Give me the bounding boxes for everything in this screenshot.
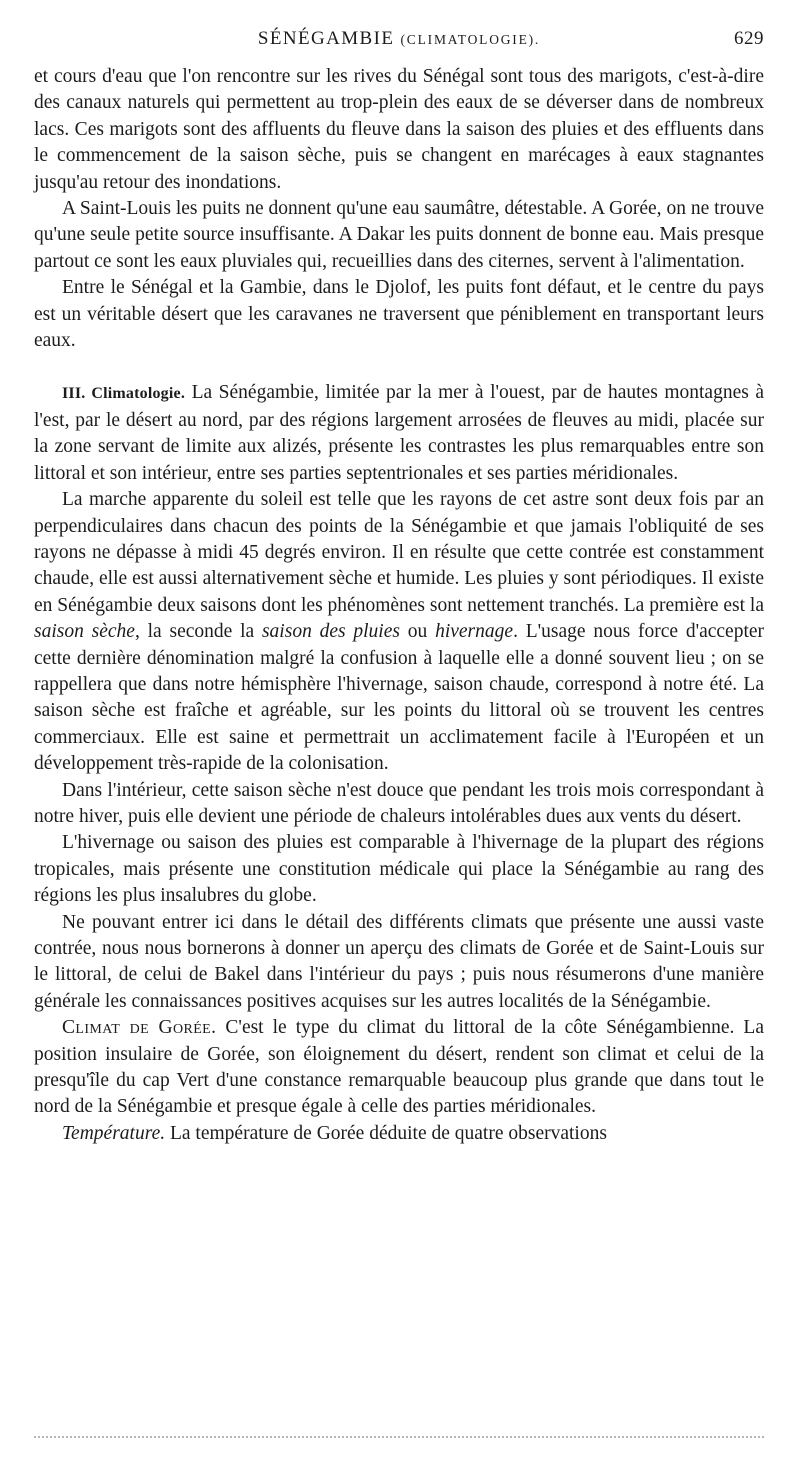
- saisons-text-before: La marche apparente du soleil est telle que les rayons de cet astre sont deux fois par an perpendiculaires dans chacun des points de la Sénégambie et que jamais l'obliquité de ses rayons ne dépasse à midi 45 degrés environ. Il en résulte que cette contrée est constamment chaude, elle est aussi alternativement sèche et humide. Les pluies y sont périodiques. Il existe en Sénégambie deux saisons dont les phénomènes sont nettement tranchés. La première est la: [34, 489, 764, 616]
- running-title-main: SÉNÉGAMBIE: [257, 28, 395, 49]
- paragraph-climat-goree: [34, 1015, 764, 1121]
- paragraph-hivernage: L'hivernage ou saison des pluies est comparable à l'hivernage de la plupart des régions tropicales, mais présente une constitution médicale qui place la Sénégambie au rang des régions les plus insalubres du globe.: [34, 832, 764, 907]
- paragraph-djolof: Entre le Sénégal et la Gambie, dans le Djolof, les puits font défaut, et le centre du pays est un véritable désert que les caravanes ne traversent que péniblement en transportant leurs eaux.: [34, 277, 764, 352]
- paragraph-temperature-text: La température de Gorée déduite de quatre observations: [169, 1122, 607, 1144]
- paragraph-climatologie: [34, 380, 764, 487]
- paragraph-interieur: Dans l'intérieur, cette saison sèche n'est douce que pendant les trois mois correspondant à notre hiver, puis elle devient une période de chaleurs intolérables dues aux vents du désert.: [34, 779, 764, 827]
- section-heading-climatologie: III. Climatologie.: [62, 385, 186, 403]
- running-header: [34, 28, 764, 58]
- running-title-sub: (CLIMATOLOGIE).: [400, 32, 541, 47]
- paragraph-climatologie-text: La Sénégambie, limitée par la mer à l'ouest, par de hautes montagnes à l'est, par le désert au nord, par des régions largement arrosées de fleuves au midi, placée sur la zone servant de limite aux alizés, présente les contrastes les plus remarquables entre son littoral et son intérieur, entre ses parties septentrionales et ses parties méridionales.: [34, 382, 764, 484]
- term-hivernage: hivernage: [435, 621, 514, 643]
- term-saison-des-pluies: saison des pluies: [261, 621, 400, 643]
- paragraph-marigots: et cours d'eau que l'on rencontre sur les rives du Sénégal sont tous des marigots, c'est-à-dire des canaux naturels qui permettent au trop-plein des eaux de se déverser dans de nombreux lacs. Ces marigots sont des affluents du fleuve dans la saison des pluies et des effluents dans le commencement de la saison sèche, puis se changent en marécages à eaux stagnantes jusqu'au retour des inondations.: [34, 66, 764, 193]
- page-number: 629: [734, 28, 764, 49]
- subheading-climat-goree: Climat de Gorée.: [62, 1017, 217, 1039]
- paragraph-temperature: [34, 1121, 764, 1147]
- paragraph-saisons: [34, 487, 764, 777]
- saisons-text-mid1: , la seconde la: [134, 621, 255, 643]
- running-title: [34, 28, 764, 50]
- subheading-temperature: Température.: [62, 1122, 166, 1144]
- term-saison-seche: saison sèche: [34, 621, 135, 643]
- footer-rule: [34, 1436, 764, 1438]
- paragraph-apercu: Ne pouvant entrer ici dans le détail des différents climats que présente une aussi vaste contrée, nous nous bornerons à donner un aperçu des climats de Gorée et de Saint-Louis sur le littoral, de celui de Bakel dans l'intérieur du pays ; puis nous résumerons d'une manière générale les connaissances positives acquises sur les autres localités de la Sénégambie.: [34, 911, 764, 1012]
- paragraph-puits: A Saint-Louis les puits ne donnent qu'une eau saumâtre, détestable. A Gorée, on ne trouve qu'une seule petite source insuffisante. A Dakar les puits donnent de bonne eau. Mais presque partout ce sont les eaux pluviales qui, recueillies dans des citernes, servent à l'alimentation.: [34, 198, 764, 272]
- saisons-text-after: . L'usage nous force d'accepter cette dernière dénomination malgré la confusion à laquelle elle a donné souvent lieu ; on se rappellera que dans notre hémisphère l'hivernage, saison chaude, correspond à notre été. La saison sèche est fraîche et agréable, sur les points du littoral où se trouvent les centres commerciaux. Elle est saine et permettrait un acclimatement facile à l'Européen et un développement très-rapide de la colonisation.: [34, 621, 765, 775]
- body-text: [34, 64, 764, 1147]
- paragraph-climat-goree-text: C'est le type du climat du littoral de la côte Sénégambienne. La position insulaire de Gorée, son éloignement du désert, rendent son climat et celui de la presqu'île du cap Vert d'une constance remarquable beaucoup plus grande que dans tout le nord de la Sénégambie et presque égale à celle des parties méridionales.: [34, 1017, 765, 1118]
- saisons-text-mid2: ou: [407, 621, 428, 643]
